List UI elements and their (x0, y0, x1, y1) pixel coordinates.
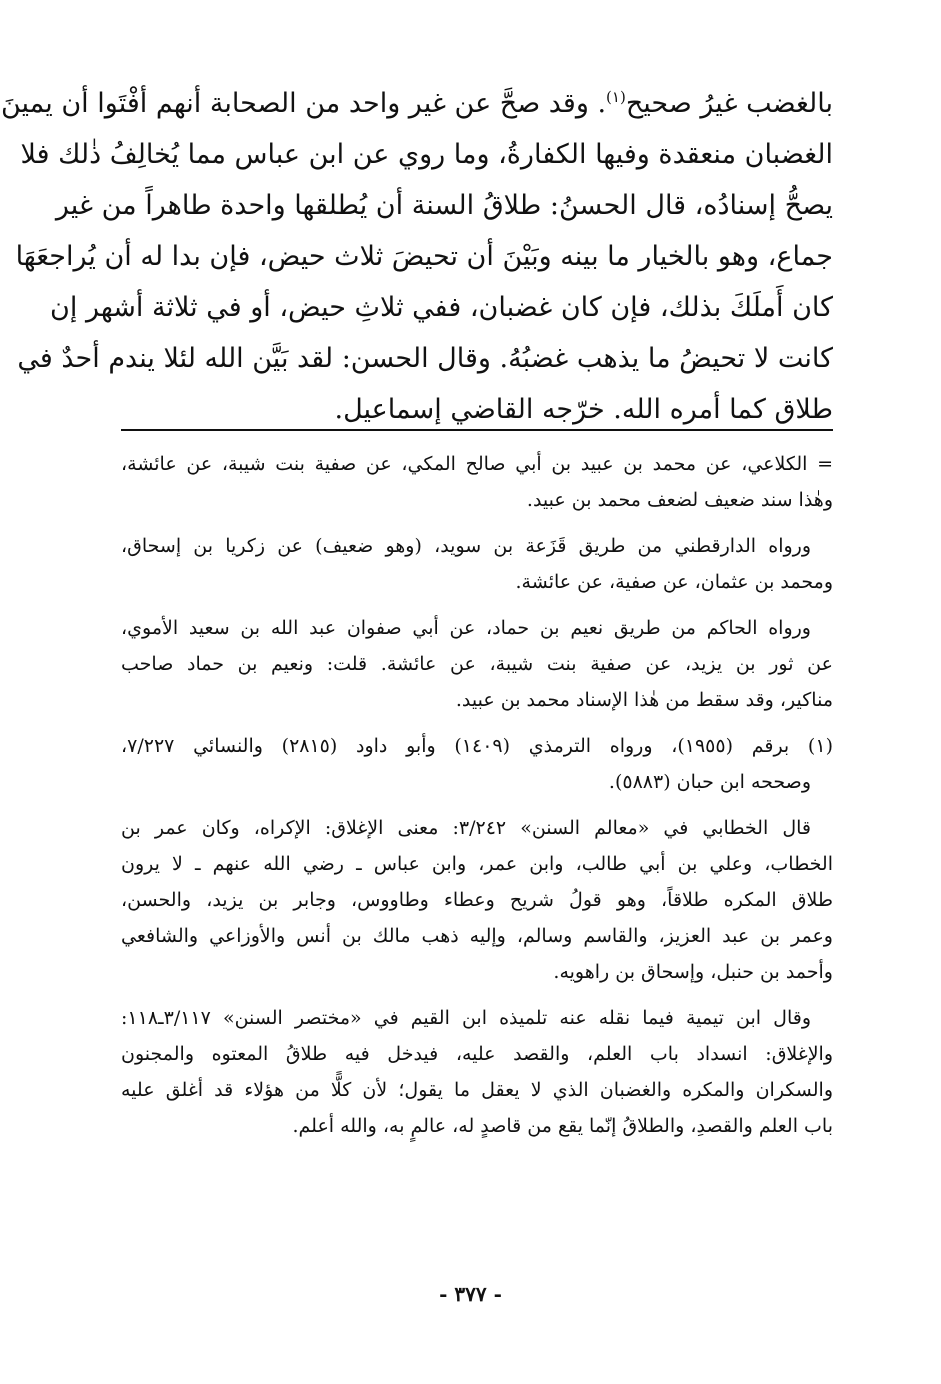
footnote-line: والسكران والمكره والغضبان الذي لا يعقل ما يقول؛ لأن كلًّا من هؤلاء قد أغلق عليه (121, 1079, 833, 1101)
footnote-paragraph (121, 610, 833, 718)
footnote-line: الخطاب، وعلي بن أبي طالب، وابن عمر، وابن عباس ـ رضي الله عنهم ـ لا يرون (121, 853, 833, 875)
footnote-line: عن ثور بن يزيد، عن صفية بنت شيبة، عن عائشة. قلت: ونعيم بن حماد صاحب (121, 653, 833, 675)
footnote-line: وعمر بن عبد العزيز، والقاسم وسالم، وإليه ذهب مالك بن أنس والأوزاعي والشافعي (121, 925, 833, 947)
footnote-marker: (١) (606, 88, 626, 106)
footnote-paragraph (121, 810, 833, 990)
main-text-line: يصحُّ إسنادُه، قال الحسنُ: طلاقُ السنة أن يُطلقها واحدة طاهراً من غير (55, 190, 833, 221)
main-text-line: الغضبان منعقدة وفيها الكفارةُ، وما روي عن ابن عباس مما يُخالِفُ ذٰلك فلا (20, 139, 833, 170)
main-text-line-rest: . وقد صحَّ عن غير واحد من الصحابة أنهم أفْتَوا أن يمينَ (0, 88, 607, 119)
main-text-line (0, 78, 833, 129)
page-number: - ٣٧٧ - (439, 1282, 502, 1306)
main-text (0, 78, 833, 435)
footnote-divider (121, 429, 833, 431)
footnote-line: باب العلم والقصدِ، والطلاقُ إنّما يقع من قاصدٍ له، عالمٍ به، والله أعلم. (292, 1115, 833, 1137)
footnote-line: وصححه ابن حبان (٥٨٨٣). (608, 771, 811, 793)
footnote-line: قال الخطابي في «معالم السنن» ٣/٢٤٢: معنى الإغلاق: الإكراه، وكان عمر بن (121, 817, 811, 839)
footnote-paragraph (121, 1000, 833, 1144)
main-text-line: كان أَملَكَ بذلك، فإن كان غضبان، ففي ثلاثِ حيض، أو في ثلاثة أشهر إن (50, 292, 833, 323)
footnote-line: طلاق المكره طلاقاً، وهو قولُ شريح وعطاء وطاووس، وجابر بن يزيد، والحسن، (121, 889, 833, 911)
footnote-paragraph (121, 446, 833, 518)
footnote-paragraph (121, 528, 833, 600)
footnote-line: ومحمد بن عثمان، عن صفية، عن عائشة. (515, 571, 833, 593)
main-text-line: جماع، وهو بالخيار ما بينه وبَيْنَ أن تحيضَ ثلاث حيض، فإن بدا له أن يُراجعَهَا (15, 241, 833, 272)
footnote-line: وهٰذا سند ضعيف لضعف محمد بن عبيد. (526, 489, 833, 511)
footnote-line: ورواه الدارقطني من طريق قَزَعة بن سويد، (وهو ضعيف) عن زكريا بن إسحاق، (121, 535, 811, 557)
footnote-line: = الكلاعي، عن محمد بن عبيد بن أبي صالح المكي، عن صفية بنت شيبة، عن عائشة، (121, 453, 833, 475)
footnote-paragraph (121, 728, 833, 800)
main-text-line-start: بالغضب غيرُ صحيح (625, 88, 833, 119)
footnote-line: وأحمد بن حنبل، وإسحاق بن راهويه. (553, 961, 833, 983)
footnote-line: وقال ابن تيمية فيما نقله عنه تلميذه ابن القيم في «مختصر السنن» ٣/١١٧ـ١١٨: (121, 1007, 811, 1029)
main-text-line: كانت لا تحيضُ ما يذهب غضبُهُ. وقال الحسن: لقد بَيَّن الله لئلا يندم أحدٌ في (17, 343, 833, 374)
footnotes (121, 446, 833, 1154)
footnote-line: مناكير، وقد سقط من هٰذا الإسناد محمد بن عبيد. (455, 689, 833, 711)
footnote-line: (١) برقم (١٩٥٥)، ورواه الترمذي (١٤٠٩) وأبو داود (٢٨١٥) والنسائي ٧/٢٢٧، (121, 735, 833, 757)
footnote-line: والإغلاق: انسداد باب العلم، والقصد عليه، فيدخل فيه طلاقُ المعتوه والمجنون (121, 1043, 833, 1065)
main-text-line: طلاق كما أمره الله. خرّجه القاضي إسماعيل. (334, 394, 833, 425)
footnote-line: ورواه الحاكم من طريق نعيم بن حماد، عن أبي صفوان عبد الله بن سعيد الأموي، (121, 617, 811, 639)
